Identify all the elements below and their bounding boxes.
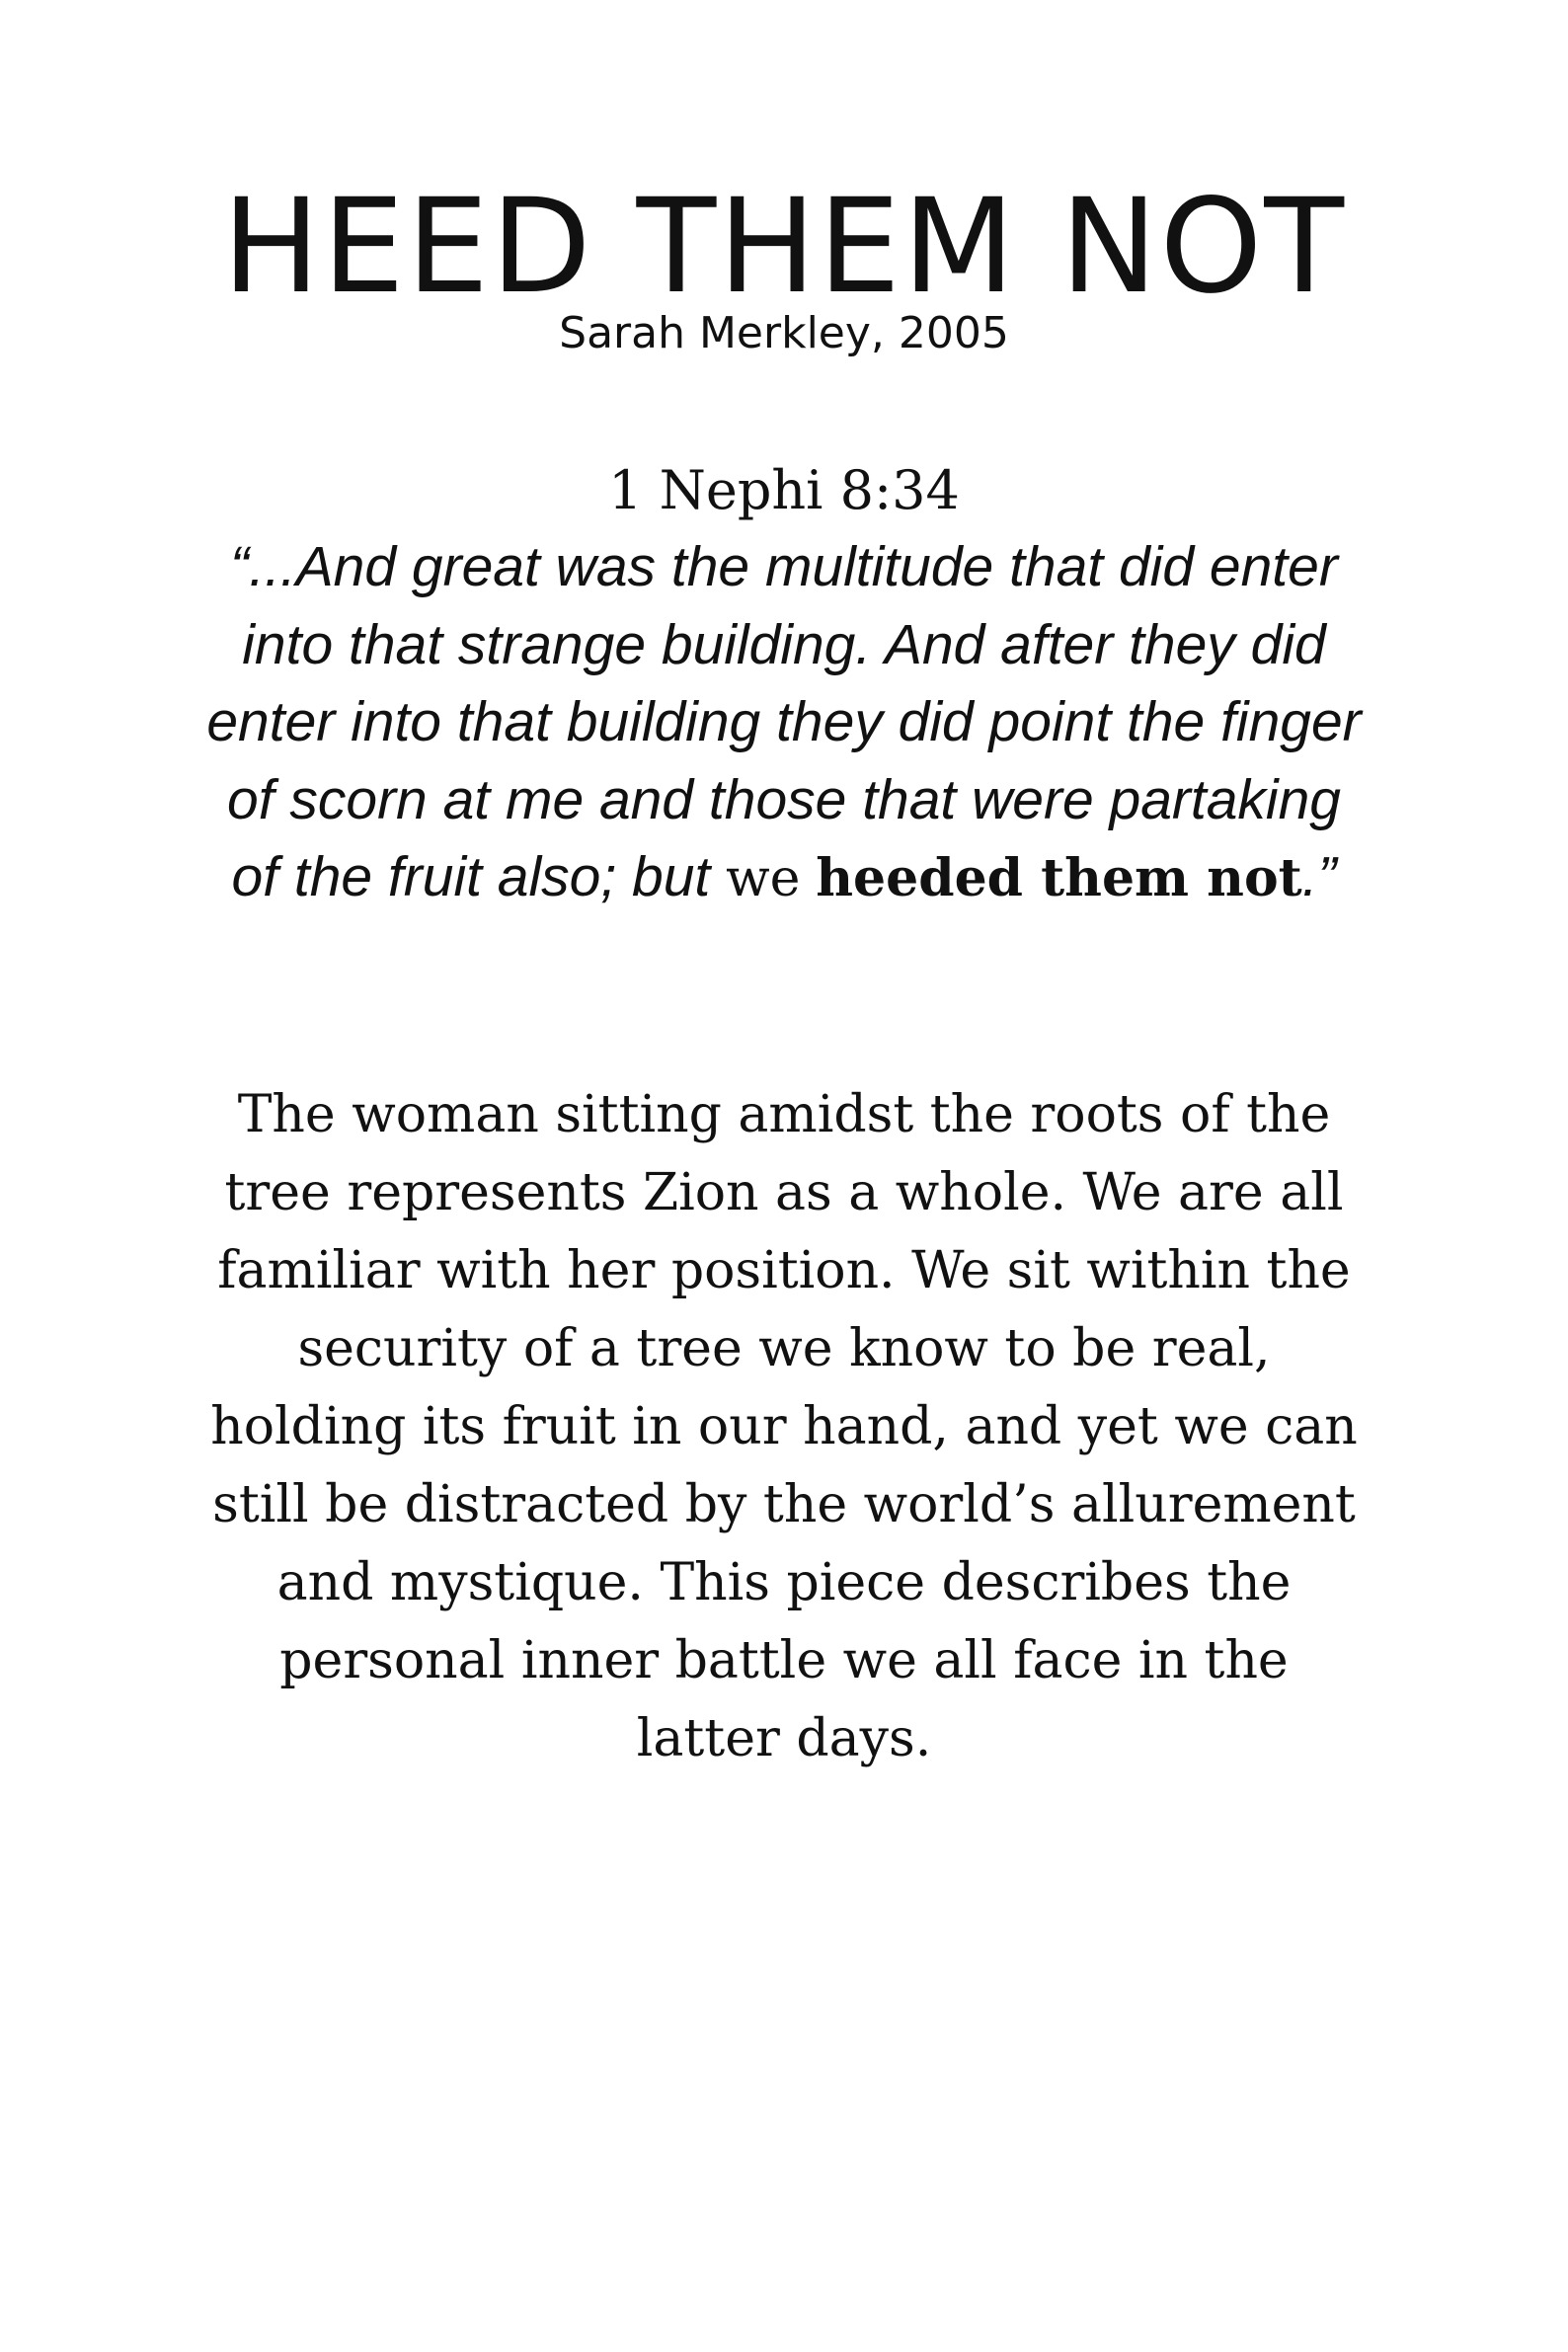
quote-space-2 — [800, 845, 816, 908]
artwork-description: The woman sitting amidst the roots of the tree represents Zion as a whole. We are all familiar with her position. We sit within the security of a tree we know to be real, holding its fruit in our hand, and yet we can still be distracted by the world’s allurement and mystique. This piece describes the personal inner battle we all face in the latter days. — [210, 1085, 1358, 1768]
quote-italic-text: “...And great was the multitude that did enter into that strange building. And after they did enter into that building they did point the finger of scorn at me and those that were partaking of the fruit also; but — [206, 535, 1362, 908]
scripture-quote — [197, 528, 1371, 918]
quote-plain-text: we — [726, 849, 801, 908]
document-title: HEED THEM NOT — [221, 171, 1347, 323]
quote-space — [710, 845, 726, 908]
scripture-reference: 1 Nephi 8:34 — [608, 459, 960, 521]
author-byline: Sarah Merkley, 2005 — [559, 308, 1009, 358]
quote-closing: .” — [1301, 845, 1337, 908]
quote-bold-text: heeded them not — [816, 848, 1302, 908]
